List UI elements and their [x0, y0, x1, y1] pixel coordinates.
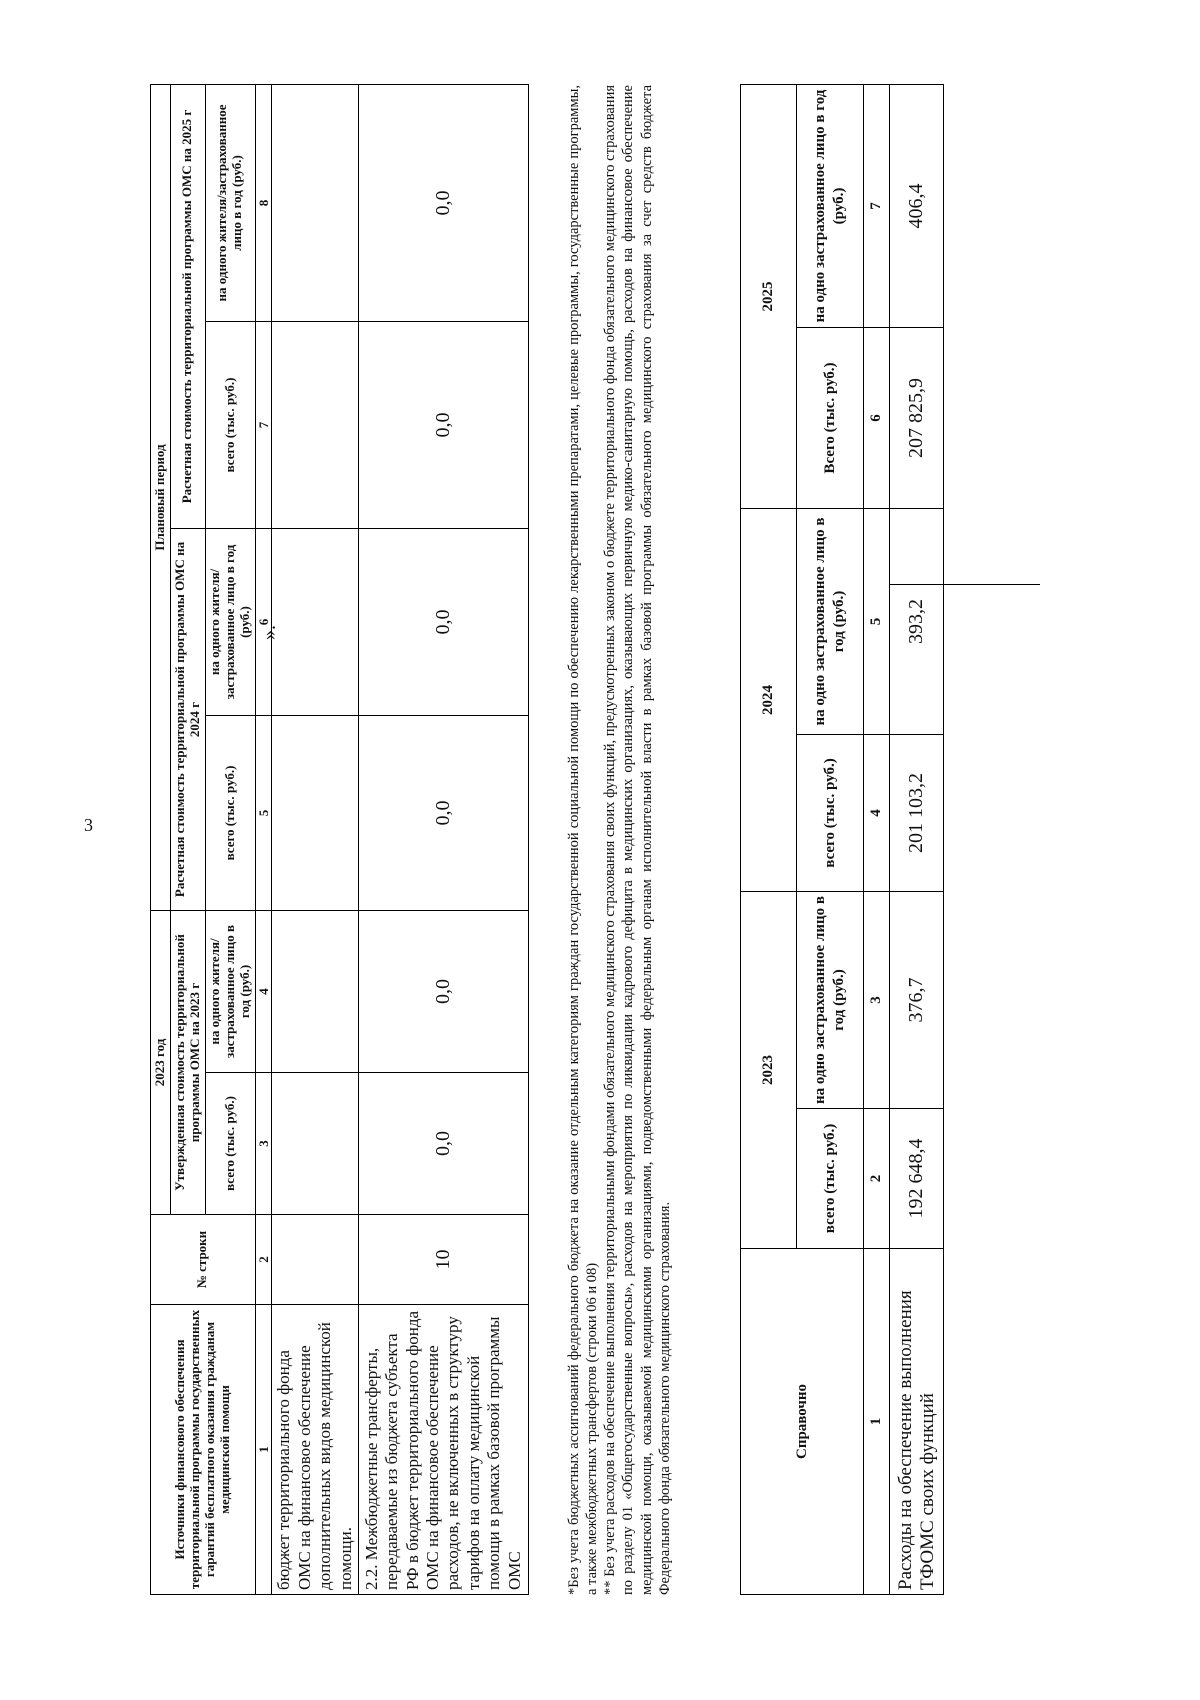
column-number: 6	[864, 328, 890, 509]
value-cell: 376,7	[890, 892, 944, 1109]
total-header: всего (тыс. руб.)	[205, 1073, 255, 1215]
per-person-header: на одного жителя/застрахованное лицо в год (руб.)	[205, 911, 255, 1073]
per-person-header: на одного жителя/застрахованное лицо в год (руб.)	[205, 84, 255, 321]
value-cell: 192 648,4	[890, 1109, 944, 1249]
column-number: 4	[864, 735, 890, 892]
footnote-2: ** Без учета расходов на обеспечение выполнения территориальными фондами обязательного медицинского страхования своих функций, предусмотренных законом о бюджете территориального фонда обязательного медицинского страхования по разделу 01 «Общегосударственные вопросы», расходов на мероприятия по ликвидации кадрового дефицита в медицинских организациях, оказывающих первичную медико-санитарную помощь, расходов на финансовое обеспечение медицинской помощи, оказываемой медицинскими организациями, подведомственными федеральным органам исполнительной власти в рамках базовой программы обязательного медицинского страхования за счет средств бюджета Федерального фонда обязательного медицинского страхования.	[602, 85, 673, 1595]
rotated-content	[150, 85, 1200, 1595]
value-cell: 0,0	[358, 1073, 528, 1215]
year-header: 2025	[741, 85, 797, 509]
column-number: 4	[255, 911, 272, 1073]
column-number: 2	[255, 1215, 272, 1305]
column-number: 8	[255, 84, 272, 321]
page-number: 3	[84, 815, 93, 835]
column-number: 2	[864, 1109, 890, 1249]
column-number: 1	[255, 1305, 272, 1595]
footnotes	[565, 85, 674, 1595]
row-no-header: № строки	[151, 1215, 256, 1305]
column-number: 7	[864, 85, 890, 328]
column-number: 1	[864, 1249, 890, 1595]
total-header: всего (тыс. руб.)	[797, 735, 864, 892]
per-person-header: на одного жителя/застрахованное лицо в год (руб.)	[205, 529, 255, 716]
value-cell: 201 103,2	[890, 735, 944, 892]
row-label: 2.2. Межбюджетные трансферты, передаваемые из бюджета субъекта РФ в бюджет территориального фонда ОМС на финансовое обеспечение расходов, не включенных в структуру тарифов на оплату медицинской помощи в рамках базовой программы ОМС	[358, 1305, 528, 1595]
table-row	[890, 85, 944, 1595]
year-header: 2024	[741, 509, 797, 892]
value-cell	[272, 1073, 359, 1215]
year-2023-header: 2023 год	[151, 911, 171, 1215]
row-number: 10	[358, 1215, 528, 1305]
row-label: бюджет территориального фонда ОМС на финансовое обеспечение дополнительных видов медицинской помощи.	[272, 1305, 359, 1595]
value-cell: 406,4	[890, 85, 944, 328]
funding-sources-table	[150, 84, 529, 1595]
total-header: всего (тыс. руб.)	[797, 1109, 864, 1249]
value-cell: 0,0	[358, 529, 528, 716]
column-number: 6	[255, 529, 272, 716]
approved-2023-header: Утвержденная стоимость территориальной программы ОМС на 2023 г	[170, 911, 205, 1215]
calc-2025-header: Расчетная стоимость территориальной программы ОМС на 2025 г	[170, 84, 205, 528]
total-header: Всего (тыс. руб.)	[797, 328, 864, 509]
column-number: 3	[864, 892, 890, 1109]
year-header: 2023	[741, 892, 797, 1249]
total-header: всего (тыс. руб.)	[205, 322, 255, 529]
row-number	[272, 1215, 359, 1305]
per-person-header: на одно застрахованное лицо в год (руб.)	[797, 509, 864, 735]
source-header: Источники финансового обеспечения территориальной программы государственных гарантий бесплатного оказания гражданам медицинской помощи	[151, 1305, 256, 1595]
value-cell: 0,0	[358, 84, 528, 321]
value-cell	[272, 322, 359, 529]
table-row	[272, 84, 359, 1594]
value-cell	[272, 716, 359, 911]
reference-label: Справочно	[741, 1249, 864, 1595]
per-person-header: на одно застрахованное лицо в год (руб.)	[797, 85, 864, 328]
column-number: 3	[255, 1073, 272, 1215]
per-person-header: на одно застрахованное лицо в год (руб.)	[797, 892, 864, 1109]
closing-mark: ».	[258, 625, 280, 640]
reference-table	[740, 84, 944, 1595]
value-cell: 0,0	[358, 716, 528, 911]
column-number: 5	[864, 509, 890, 735]
planning-period-header: Плановый период	[151, 84, 171, 910]
value-cell: 0,0	[358, 322, 528, 529]
column-number: 7	[255, 322, 272, 529]
column-number: 5	[255, 716, 272, 911]
value-cell: 393,2	[890, 509, 944, 735]
value-cell: 207 825,9	[890, 328, 944, 509]
value-cell: 0,0	[358, 911, 528, 1073]
table-row	[358, 84, 528, 1594]
calc-2024-header: Расчетная стоимость территориальной программы ОМС на 2024 г	[170, 529, 205, 911]
total-header: всего (тыс. руб.)	[205, 716, 255, 911]
footnote-1: *Без учета бюджетных ассигнований федерального бюджета на оказание отдельным категориям граждан государственной социальной помощи по обеспечению лекарственными препаратами, целевые программы, государственные программы, а также межбюджетных трансфертов (строки 06 и 08)	[566, 85, 601, 1595]
row-label: Расходы на обеспечение выполнения ТФОМС своих функций	[890, 1249, 944, 1595]
value-cell	[272, 84, 359, 321]
value-cell	[272, 911, 359, 1073]
value-cell	[272, 529, 359, 716]
